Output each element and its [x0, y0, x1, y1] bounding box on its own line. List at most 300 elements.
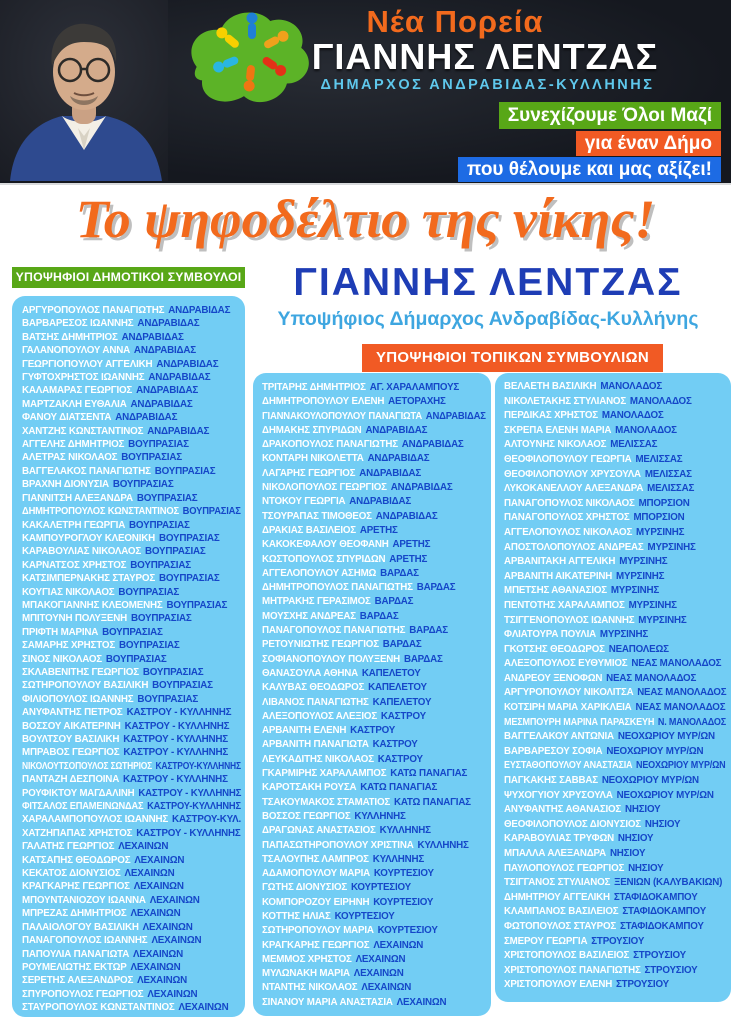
candidate-name: ΜΠΙΤΟΥΝΗ ΠΟΛΥΞΕΝΗ	[22, 613, 128, 625]
candidate-row	[262, 767, 486, 781]
candidate-area: ΑΝΔΡΑΒΙΔΑΣ	[147, 425, 210, 437]
candidate-row	[262, 839, 486, 853]
candidate-name: ΘΕΟΦΙΛΟΠΟΥΛΟΣ ΔΙΟΝΥΣΙΟΣ	[504, 818, 641, 830]
candidate-area: ΑΡΕΤΗΣ	[389, 553, 428, 565]
candidate-name: ΦΙΤΣΑΛΟΣ ΕΠΑΜΕΙΝΩΝΔΑΣ	[22, 801, 144, 813]
candidate-row	[22, 599, 241, 612]
candidate-name: ΠΑΝΤΑΖΗ ΔΕΣΠΟΙΝΑ	[22, 774, 120, 786]
candidate-row	[22, 398, 241, 411]
candidate-area: ΑΝΔΡΑΒΙΔΑΣ	[130, 398, 193, 410]
candidate-area: ΝΗΣΙΟΥ	[609, 848, 646, 859]
candidate-row	[22, 371, 241, 384]
candidate-name: ΠΑΥΛΟΠΟΥΛΟΣ ΓΕΩΡΓΙΟΣ	[504, 862, 625, 874]
candidate-area: ΜΥΡΣΙΝΗΣ	[619, 556, 668, 568]
candidate-row	[262, 452, 486, 466]
candidate-name: ΛΥΚΟΚΑΝΕΛΛΟΥ ΑΛΕΞΑΝΔΡΑ	[504, 483, 644, 495]
candidate-area: ΜΑΝΟΛΑΔΟΣ	[600, 381, 663, 392]
candidate-name: ΣΟΦΙΑΝΟΠΟΥΛΟΥ ΠΟΛΥΞΕΝΗ	[262, 653, 401, 665]
local-candidates-column-2	[495, 373, 731, 1002]
candidate-row	[22, 344, 241, 357]
candidate-row	[262, 939, 486, 953]
candidate-area: ΜΥΡΣΙΝΗΣ	[647, 541, 696, 553]
candidate-area: ΒΑΡΔΑΣ	[382, 639, 422, 651]
candidate-name: ΒΑΓΓΕΛΑΚΟΣ ΠΑΝΑΓΙΩΤΗΣ	[22, 465, 151, 477]
candidate-row	[22, 411, 241, 424]
candidate-name: ΤΣΙΓΓΑΝΟΣ ΣΤΥΛΙΑΝΟΣ	[504, 877, 611, 889]
candidate-area: ΚΑΠΕΛΕΤΟΥ	[361, 667, 421, 679]
candidate-row	[22, 532, 241, 545]
candidate-row	[22, 760, 241, 773]
candidate-photo	[0, 0, 168, 181]
candidate-name: ΓΙΑΝΝΑΚΟΥΛΟΠΟΥΛΟΥ ΠΑΝΑΓΙΩΤΑ	[262, 410, 423, 422]
candidate-row	[504, 628, 726, 643]
candidate-name: ΔΗΜΗΤΡΟΠΟΥΛΟΣ ΠΑΝΑΓΙΩΤΗΣ	[262, 582, 413, 594]
candidate-area: ΑΝΔΡΑΒΙΔΑΣ	[121, 331, 184, 343]
candidate-area: ΣΤΡΟΥΣΙΟΥ	[591, 935, 645, 947]
candidate-name: ΠΕΡΔΙΚΑΣ ΧΡΗΣΤΟΣ	[504, 410, 598, 422]
header-banner	[0, 0, 731, 185]
candidate-row	[262, 624, 486, 638]
candidate-row	[262, 495, 486, 509]
candidate-name: ΚΟΤΤΗΣ ΗΛΙΑΣ	[262, 910, 331, 922]
candidate-name: ΨΥΧΟΓΥΙΟΥ ΧΡΥΣΟΥΛΑ	[504, 789, 613, 801]
candidate-row	[262, 595, 486, 609]
candidate-area: ΛΕΧΑΙΝΩΝ	[396, 996, 447, 1008]
candidate-name: ΑΓΓΕΛΟΠΟΥΛΟΥ ΑΣΗΜΩ	[262, 567, 377, 579]
candidate-row	[22, 720, 241, 733]
candidate-area: ΒΑΡΔΑΣ	[359, 610, 399, 622]
candidate-row	[22, 867, 241, 880]
candidate-row	[504, 497, 726, 512]
candidate-name: ΣΜΕΡΟΥ ΓΕΩΡΓΙΑ	[504, 935, 588, 947]
candidate-area: ΛΕΧΑΙΝΩΝ	[361, 982, 412, 994]
candidate-area: ΑΝΔΡΑΒΙΔΑΣ	[168, 305, 231, 316]
candidate-row	[504, 424, 726, 439]
candidate-row	[22, 653, 241, 666]
candidate-name: ΜΑΡΤΖΑΚΛΗ ΕΥΘΑΛΙΑ	[22, 398, 127, 410]
candidate-area: ΚΑΤΩ ΠΑΝΑΓΙΑΣ	[390, 768, 468, 780]
candidate-area: ΚΟΥΡΤΕΣΙΟΥ	[350, 882, 411, 894]
candidate-row	[504, 862, 726, 877]
candidate-area: ΑΝΔΡΑΒΙΔΑΣ	[148, 372, 211, 384]
candidate-area: ΚΥΛΛΗΝΗΣ	[379, 825, 431, 837]
candidate-row	[22, 840, 241, 853]
candidate-area: ΒΟΥΠΡΑΣΙΑΣ	[118, 586, 180, 598]
candidate-area: ΝΗΣΙΟΥ	[644, 818, 681, 830]
candidate-area: ΝΗΣΙΟΥ	[628, 862, 664, 874]
candidate-name: ΝΤΟΚΟΥ ΓΕΩΡΓΙΑ	[262, 496, 346, 508]
candidate-row	[504, 905, 726, 920]
candidate-name: ΑΓΓΕΛΟΠΟΥΛΟΣ ΝΙΚΟΛΑΟΣ	[504, 526, 633, 538]
candidate-name: ΔΡΑΓΩΝΑΣ ΑΝΑΣΤΑΣΙΟΣ	[262, 825, 376, 837]
candidate-row	[22, 773, 241, 786]
candidate-area: ΚΑΣΤΡΟΥ - ΚΥΛΛΗΝΗΣ	[124, 720, 230, 732]
candidate-name: ΤΣΑΛΟΥΠΗΣ ΛΑΜΠΡΟΣ	[262, 853, 369, 865]
candidate-row	[504, 395, 726, 410]
candidate-area: ΚΑΣΤΡΟΥ-ΚΥΛΛΗΝΗΣ	[147, 801, 241, 813]
candidate-name: ΑΛΤΟΥΝΗΣ ΝΙΚΟΛΑΟΣ	[504, 439, 607, 451]
candidate-row	[504, 949, 726, 964]
candidate-name: ΔΗΜΑΚΗΣ ΣΠΥΡΙΔΩΝ	[262, 424, 362, 436]
candidate-area: ΜΥΡΣΙΝΗΣ	[628, 599, 677, 611]
candidate-name: ΤΣΟΥΡΑΠΑΣ ΤΙΜΟΘΕΟΣ	[262, 510, 372, 522]
candidate-row	[262, 867, 486, 881]
candidate-name: ΠΑΝΑΓΟΠΟΥΛΟΣ ΝΙΚΟΛΑΟΣ	[504, 497, 635, 509]
candidate-area: ΚΟΥΡΤΕΣΙΟΥ	[334, 910, 395, 922]
candidate-area: ΑΝΔΡΑΒΙΔΑΣ	[390, 482, 453, 494]
candidate-row	[262, 967, 486, 981]
candidate-name: ΚΟΝΤΑΡΗ ΝΙΚΟΛΕΤΤΑ	[262, 453, 364, 465]
candidate-area: ΛΕΧΑΙΝΩΝ	[118, 841, 169, 853]
candidate-row	[22, 787, 242, 800]
candidate-row	[504, 541, 726, 556]
candidate-row	[262, 395, 486, 409]
candidate-row	[262, 638, 486, 652]
candidate-row	[22, 425, 241, 438]
candidate-row	[22, 921, 241, 934]
candidate-row	[262, 853, 486, 867]
candidate-area: ΑΝΔΡΑΒΙΔΑΣ	[401, 439, 464, 451]
candidate-row	[262, 910, 486, 924]
candidate-name: ΒΑΡΒΑΡΕΣΟΥ ΣΟΦΙΑ	[504, 745, 603, 757]
candidate-area: ΒΟΥΠΡΑΣΙΑΣ	[130, 559, 191, 571]
page-title: Το ψηφοδέλτιο της νίκης!	[75, 189, 656, 249]
candidate-row	[262, 710, 486, 724]
candidate-area: ΝΗΣΙΟΥ	[617, 833, 654, 845]
candidate-row	[504, 716, 727, 731]
candidate-row	[262, 381, 486, 395]
candidate-area: ΑΝΔΡΑΒΙΔΑΣ	[359, 467, 422, 479]
candidate-area: Ν. ΜΑΝΟΛΑΔΟΣ	[657, 716, 727, 728]
candidate-area: ΑΝΔΡΑΒΙΔΑΣ	[136, 385, 199, 397]
candidate-row	[262, 810, 486, 824]
candidate-row	[504, 511, 726, 526]
candidate-name: ΒΟΣΣΟΣ ΓΕΩΡΓΙΟΣ	[262, 810, 351, 822]
candidate-name: ΚΑΡΑΒΟΥΛΙΑΣ ΤΡΥΦΩΝ	[504, 833, 614, 845]
candidate-name: ΕΥΣΤΑΘΟΠΟΥΛΟΥ ΑΝΑΣΤΑΣΙΑ	[504, 760, 633, 772]
candidate-name: ΚΡΑΓΚΑΡΗΣ ΓΕΩΡΓΙΟΣ	[22, 881, 130, 893]
candidate-area: ΚΑΣΤΡΟΥ - ΚΥΛΛΗΝΗΣ	[136, 827, 241, 839]
candidate-name: ΚΕΚΑΤΟΣ ΔΙΟΝΥΣΙΟΣ	[22, 868, 121, 880]
candidate-area: ΒΟΥΠΡΑΣΙΑΣ	[154, 465, 216, 477]
candidate-name: ΑΛΕΞΟΠΟΥΛΟΣ ΕΥΘΥΜΙΟΣ	[504, 658, 628, 670]
candidate-area: ΛΕΧΑΙΝΩΝ	[373, 939, 424, 951]
candidate-row	[22, 451, 241, 464]
candidate-row	[22, 894, 241, 907]
candidate-name: ΧΑΡΑΛΑΜΠΟΠΟΥΛΟΣ ΙΩΑΝΝΗΣ	[22, 814, 169, 826]
candidate-area: ΜΑΝΟΛΑΔΟΣ	[601, 410, 664, 422]
candidate-area: ΒΟΥΠΡΑΣΙΑΣ	[182, 506, 241, 518]
candidate-area: ΜΕΛΙΣΣΑΣ	[644, 468, 692, 480]
candidate-name: ΣΙΝΑΝΟΥ ΜΑΡΙΑ ΑΝΑΣΤΑΣΙΑ	[262, 996, 393, 1008]
candidate-row	[504, 599, 726, 614]
candidate-name: ΑΡΓΥΡΟΠΟΥΛΟΣ ΠΑΝΑΓΙΩΤΗΣ	[22, 305, 165, 316]
candidate-row	[504, 920, 726, 935]
candidate-row	[504, 584, 726, 599]
candidate-name: ΧΡΙΣΤΟΠΟΥΛΟΥ ΕΛΕΝΗ	[504, 979, 613, 991]
candidate-name: ΑΡΒΑΝΙΤΗ ΑΙΚΑΤΕΡΙΝΗ	[504, 570, 613, 582]
candidate-name: ΔΡΑΚΙΑΣ ΒΑΣΙΛΕΙΟΣ	[262, 524, 356, 536]
candidate-name: ΚΑΡΑΒΟΥΛΙΑΣ ΝΙΚΟΛΑΟΣ	[22, 546, 142, 558]
candidate-row	[22, 465, 241, 478]
candidate-name: ΑΡΒΑΝΙΤΑΚΗ ΑΓΓΕΛΙΚΗ	[504, 556, 616, 568]
candidate-row	[22, 679, 241, 692]
candidate-row	[504, 526, 726, 541]
candidate-area: ΛΕΧΑΙΝΩΝ	[151, 935, 202, 947]
candidate-name: ΑΛΕΞΟΠΟΥΛΟΣ ΑΛΕΞΙΟΣ	[262, 710, 378, 722]
candidate-name: ΜΗΤΡΑΚΗΣ ΓΕΡΑΣΙΜΟΣ	[262, 596, 371, 608]
candidate-row	[262, 567, 486, 581]
candidate-row	[504, 876, 726, 891]
candidate-name: ΜΥΛΩΝΑΚΗ ΜΑΡΙΑ	[262, 968, 350, 980]
candidate-area: ΒΑΡΔΑΣ	[403, 653, 443, 665]
candidate-row	[504, 832, 726, 847]
candidate-row	[22, 505, 241, 518]
candidate-area: ΣΤΑΦΙΔΟΚΑΜΠΟΥ	[619, 920, 704, 932]
candidate-area: ΚΑΣΤΡΟΥ	[377, 753, 423, 765]
candidate-name: ΜΠΕΤΣΗΣ ΑΘΑΝΑΣΙΟΣ	[504, 585, 607, 597]
candidate-name: ΠΑΛΑΙΟΛΟΓΟΥ ΒΑΣΙΛΙΚΗ	[22, 921, 139, 933]
candidate-area: ΛΕΧΑΙΝΩΝ	[149, 894, 200, 906]
local-candidates-column-1	[253, 373, 491, 1016]
candidate-area: ΚΑΤΩ ΠΑΝΑΓΙΑΣ	[393, 796, 471, 808]
candidate-area: ΒΑΡΔΑΣ	[374, 596, 414, 608]
candidate-row	[22, 304, 241, 317]
candidate-area: ΑΝΔΡΑΒΙΔΑΣ	[349, 496, 412, 508]
candidate-row	[504, 789, 726, 804]
candidate-name: ΣΤΑΥΡΟΠΟΥΛΟΣ ΚΩΝΣΤΑΝΤΙΝΟΣ	[22, 1002, 175, 1014]
candidate-area: ΒΟΥΠΡΑΣΙΑΣ	[166, 599, 228, 611]
candidate-name: ΒΑΤΣΗΣ ΔΗΜΗΤΡΙΟΣ	[22, 331, 118, 343]
candidate-name: ΚΡΑΓΚΑΡΗΣ ΓΕΩΡΓΙΟΣ	[262, 939, 370, 951]
candidate-name: ΠΑΝΑΓΟΠΟΥΛΟΣ ΧΡΗΣΤΟΣ	[504, 512, 630, 524]
candidate-row	[22, 358, 241, 371]
candidate-row	[504, 701, 726, 716]
candidate-name: ΝΙΚΟΛΟΠΟΥΛΟΣ ΓΕΩΡΓΙΟΣ	[262, 482, 387, 494]
candidate-area: ΚΥΛΛΗΝΗΣ	[372, 853, 424, 865]
candidate-row	[262, 696, 486, 710]
candidate-name: ΚΟΤΣΙΡΗ ΜΑΡΙΑ ΧΑΡΙΚΛΕΙΑ	[504, 702, 632, 714]
candidate-area: ΑΝΔΡΑΒΙΔΑΣ	[425, 410, 486, 422]
candidate-name: ΔΗΜΗΤΡΟΠΟΥΛΟΥ ΕΛΕΝΗ	[262, 396, 385, 408]
candidate-area: ΣΤΑΦΙΔΟΚΑΜΠΟΥ	[622, 906, 707, 918]
candidate-row	[504, 891, 726, 906]
candidate-name: ΑΡΒΑΝΙΤΗ ΕΛΕΝΗ	[262, 725, 347, 737]
candidate-row	[262, 538, 486, 552]
candidate-name: ΣΙΝΟΣ ΝΙΚΟΛΑΟΣ	[22, 653, 102, 665]
candidate-name: ΓΑΛΑΤΗΣ ΓΕΩΡΓΙΟΣ	[22, 841, 115, 853]
candidate-name: ΒΑΡΒΑΡΕΣΟΣ ΙΩΑΝΝΗΣ	[22, 318, 134, 330]
candidate-area: ΛΕΧΑΙΝΩΝ	[133, 948, 183, 960]
candidate-area: ΑΕΤΟΡΑΧΗΣ	[388, 396, 446, 408]
candidate-name: ΜΠΟΥΝΤΑΝΙΟΖΟΥ ΙΩΑΝΝΑ	[22, 894, 146, 906]
candidate-name: ΑΝΔΡΕΟΥ ΞΕΝΟΦΩΝ	[504, 672, 603, 684]
candidate-area: ΒΟΥΠΡΑΣΙΑΣ	[136, 492, 198, 504]
candidate-row	[22, 988, 241, 1001]
candidate-name: ΒΡΑΧΝΗ ΔΙΟΝΥΣΙΑ	[22, 479, 109, 491]
candidate-name: ΑΡΓΥΡΟΠΟΥΛΟΥ ΝΙΚΟΛΙΤΣΑ	[504, 687, 634, 699]
candidate-row	[22, 733, 241, 746]
candidate-row	[262, 510, 486, 524]
candidate-name: ΤΣΑΚΟΥΜΑΚΟΣ ΣΤΑΜΑΤΙΟΣ	[262, 796, 391, 808]
candidate-row	[22, 384, 241, 397]
candidate-name: ΔΗΜΗΤΡΟΠΟΥΛΟΣ ΚΩΝΣΤΑΝΤΙΝΟΣ	[22, 506, 179, 518]
candidate-area: ΚΑΣΤΡΟΥ - ΚΥΛΛΗΝΗΣ	[123, 774, 228, 786]
candidate-area: ΛΕΧΑΙΝΩΝ	[353, 968, 404, 980]
candidate-row	[262, 681, 486, 695]
candidate-area: ΝΕΑΣ ΜΑΝΟΛΑΔΟΣ	[637, 687, 727, 699]
candidate-row	[22, 572, 241, 585]
candidate-area: ΒΑΡΔΑΣ	[380, 567, 419, 579]
candidate-name: ΧΡΙΣΤΟΠΟΥΛΟΣ ΒΑΣΙΛΕΙΟΣ	[504, 950, 630, 962]
candidate-area: ΝΕΟΧΩΡΙΟΥ ΜΥΡ/ΩΝ	[606, 745, 704, 757]
candidate-row	[262, 924, 486, 938]
candidate-row	[504, 978, 726, 993]
candidate-area: ΜΑΝΟΛΑΔΟΣ	[615, 424, 677, 436]
candidate-area: ΝΕΟΧΩΡΙΟΥ ΜΥΡ/ΩΝ	[601, 775, 699, 787]
candidate-area: ΛΕΧΑΙΝΩΝ	[134, 854, 185, 866]
candidate-row	[22, 961, 241, 974]
candidate-row	[22, 693, 241, 706]
candidate-row	[22, 559, 241, 572]
candidate-row	[22, 907, 241, 920]
candidate-area: ΛΕΧΑΙΝΩΝ	[124, 868, 175, 880]
candidate-row	[262, 581, 486, 595]
candidate-name: ΚΑΛΥΒΑΣ ΘΕΟΔΩΡΟΣ	[262, 682, 365, 694]
candidate-area: ΛΕΧΑΙΝΩΝ	[137, 975, 188, 987]
candidate-row	[504, 657, 726, 672]
candidate-area: ΑΡΕΤΗΣ	[392, 539, 431, 551]
municipal-candidates-column	[12, 296, 245, 1017]
candidate-name: ΠΑΓΚΑΚΗΣ ΣΑΒΒΑΣ	[504, 775, 598, 787]
candidate-row	[262, 610, 486, 624]
movement-name: Νέα Πορεία	[366, 4, 544, 39]
candidate-area: ΒΟΥΠΡΑΣΙΑΣ	[121, 452, 182, 464]
candidate-area: ΝΕΑΣ ΜΑΝΟΛΑΔΟΣ	[631, 658, 722, 670]
candidate-row	[504, 847, 726, 862]
candidate-area: ΑΝΔΡΑΒΙΔΑΣ	[156, 358, 219, 370]
candidate-name: ΚΟΜΠΟΡΟΖΟΥ ΕΙΡΗΝΗ	[262, 896, 370, 908]
candidate-area: ΝΕΑΣ ΜΑΝΟΛΑΔΟΣ	[635, 702, 726, 714]
candidate-portrait-illustration	[0, 0, 168, 181]
candidate-name: ΑΛΕΤΡΑΣ ΝΙΚΟΛΑΟΣ	[22, 452, 118, 464]
candidate-row	[22, 612, 241, 625]
candidate-row	[262, 824, 486, 838]
candidate-name: ΣΠΥΡΟΠΟΥΛΟΣ ΓΕΩΡΓΙΟΣ	[22, 988, 144, 1000]
candidate-row	[22, 666, 241, 679]
candidate-name: ΚΛΑΜΠΑΝΟΣ ΒΑΣΙΛΕΙΟΣ	[504, 906, 619, 918]
candidate-name: ΚΑΚΟΚΕΦΑΛΟΥ ΘΕΟΦΑΝΗ	[262, 539, 389, 551]
candidate-name: ΛΕΥΚΑΔΙΤΗΣ ΝΙΚΟΛΑΟΣ	[262, 753, 374, 765]
candidate-name: ΠΑΝΑΓΟΠΟΥΛΟΣ ΠΑΝΑΓΙΩΤΗΣ	[262, 625, 406, 637]
candidate-name: ΝΤΑΝΤΗΣ ΝΙΚΟΛΑΟΣ	[262, 982, 358, 994]
candidate-area: ΑΝΔΡΑΒΙΔΑΣ	[115, 412, 178, 424]
candidate-row	[504, 935, 726, 950]
candidate-area: ΑΝΔΡΑΒΙΔΑΣ	[375, 510, 438, 522]
candidate-name: ΧΑΝΤΖΗΣ ΚΩΝΣΤΑΝΤΙΝΟΣ	[22, 425, 144, 437]
candidate-row	[262, 553, 486, 567]
candidate-name: ΚΑΡΟΤΣΑΚΗ ΡΟΥΣΑ	[262, 782, 357, 794]
candidate-area: ΒΟΥΠΡΑΣΙΑΣ	[102, 626, 163, 638]
candidate-area: ΛΕΧΑΙΝΩΝ	[178, 1002, 229, 1014]
candidate-name: ΚΟΥΓΙΑΣ ΝΙΚΟΛΑΟΣ	[22, 586, 115, 598]
candidate-name: ΜΠΡΑΒΟΣ ΓΕΩΡΓΙΟΣ	[22, 747, 120, 759]
candidate-name: ΜΠΡΕΖΑΣ ΔΗΜΗΤΡΙΟΣ	[22, 908, 127, 920]
candidate-area: ΒΟΥΠΡΑΣΙΑΣ	[129, 519, 190, 531]
candidate-area: ΜΕΛΙΣΣΑΣ	[647, 483, 695, 495]
candidate-area: ΒΟΥΠΡΑΣΙΑΣ	[105, 653, 167, 665]
candidate-row	[504, 482, 726, 497]
candidate-row	[262, 667, 486, 681]
slogan-line-3: που θέλουμε και μας αξίζει!	[458, 157, 721, 182]
candidate-row	[262, 981, 486, 995]
candidate-area: ΚΑΣΤΡΟΥ - ΚΥΛΛΗΝΗΣ	[123, 734, 229, 745]
candidate-row	[504, 468, 726, 483]
candidate-name: ΚΑΤΣΑΠΗΣ ΘΕΟΔΩΡΟΣ	[22, 854, 131, 866]
candidate-name: ΝΙΚΟΛΟΥΤΣΟΠΟΥΛΟΣ ΣΩΤΗΡΙΟΣ	[22, 760, 153, 772]
candidate-row	[262, 724, 486, 738]
candidate-area: ΞΕΝΙΩΝ (ΚΑΛΥΒΑΚΙΩΝ)	[614, 877, 723, 889]
candidate-row	[262, 738, 486, 752]
candidate-name: ΛΙΒΑΝΟΣ ΠΑΝΑΓΙΩΤΗΣ	[262, 696, 369, 708]
candidate-name: ΡΕΤΟΥΝΙΩΤΗΣ ΓΕΩΡΓΙΟΣ	[262, 639, 379, 651]
candidate-name: ΑΠΟΣΤΟΛΟΠΟΥΛΟΣ ΑΝΔΡΕΑΣ	[504, 541, 644, 553]
candidate-area: ΚΥΛΛΗΝΗΣ	[417, 839, 469, 851]
candidate-area: ΒΟΥΠΡΑΣΙΑΣ	[112, 479, 174, 491]
candidate-name: ΑΝΥΦΑΝΤΗΣ ΠΕΤΡΟΣ	[22, 707, 123, 719]
candidate-name: ΜΠΑΛΛΑ ΑΛΕΞΑΝΔΡΑ	[504, 848, 607, 859]
candidate-name: ΠΑΠΑΣΩΤΗΡΟΠΟΥΛΟΥ ΧΡΙΣΤΙΝΑ	[262, 839, 414, 851]
candidate-area: ΜΕΛΙΣΣΑΣ	[610, 439, 658, 451]
candidate-name: ΠΑΠΟΥΛΙΑ ΠΑΝΑΓΙΩΤΑ	[22, 948, 130, 960]
candidate-area: ΛΕΧΑΙΝΩΝ	[133, 881, 184, 893]
candidate-area: ΝΕΟΧΩΡΙΟΥ ΜΥΡ/ΩΝ	[617, 731, 715, 743]
candidate-name: ΠΡΙΦΤΗ ΜΑΡΙΝΑ	[22, 626, 99, 638]
candidate-row	[262, 481, 486, 495]
candidate-row	[262, 438, 486, 452]
candidate-name: ΧΑΤΖΗΠΑΠΑΣ ΧΡΗΣΤΟΣ	[22, 827, 133, 839]
candidate-area: ΜΥΡΣΙΝΗΣ	[599, 629, 649, 641]
candidate-name: ΧΡΙΣΤΟΠΟΥΛΟΣ ΠΑΝΑΓΙΩΤΗΣ	[504, 964, 641, 976]
candidate-row	[262, 953, 486, 967]
candidate-name: ΡΟΥΦΙΚΤΟΥ ΜΑΓΔΑΛΙΝΗ	[22, 787, 135, 799]
candidate-area: ΑΝΔΡΑΒΙΔΑΣ	[133, 345, 196, 357]
mayor-candidate-name: ΓΙΑΝΝΗΣ ΛΕΝΤΖΑΣ	[293, 261, 683, 304]
candidate-name: ΔΗΜΗΤΡΙΟΥ ΑΓΓΕΛΙΚΗ	[504, 891, 610, 903]
candidate-area: ΝΕΑΠΟΛΕΩΣ	[608, 643, 669, 655]
candidate-name: ΜΕΜΜΟΣ ΧΡΗΣΤΟΣ	[262, 953, 352, 965]
candidate-area: ΒΟΥΠΡΑΣΙΑΣ	[128, 439, 189, 451]
candidate-row	[22, 934, 241, 947]
candidate-area: ΚΑΤΩ ΠΑΝΑΓΙΑΣ	[360, 782, 438, 794]
candidate-area: ΒΟΥΠΡΑΣΙΑΣ	[144, 546, 206, 558]
candidate-name: ΦΩΤΟΠΟΥΛΟΣ ΣΤΑΥΡΟΣ	[504, 920, 617, 932]
candidate-area: ΜΕΛΙΣΣΑΣ	[635, 453, 683, 465]
candidate-name: ΣΕΡΕΤΗΣ ΑΛΕΞΑΝΔΡΟΣ	[22, 975, 134, 987]
candidate-area: ΣΤΡΟΥΣΙΟΥ	[633, 950, 687, 962]
candidate-row	[22, 492, 241, 505]
candidate-name: ΘΕΟΦΙΛΟΠΟΥΛΟΥ ΓΕΩΡΓΙΑ	[504, 453, 632, 465]
candidate-area: ΛΕΧΑΙΝΩΝ	[147, 988, 198, 1000]
candidate-area: ΚΑΠΕΛΕΤΟΥ	[372, 696, 432, 708]
candidate-area: ΚΟΥΡΤΕΣΙΟΥ	[373, 896, 434, 908]
candidate-area: ΚΑΣΤΡΟΥ-ΚΥΛΛΗΝΗΣ	[155, 760, 241, 772]
candidate-name: ΑΡΒΑΝΙΤΗ ΠΑΝΑΓΙΩΤΑ	[262, 739, 369, 751]
candidate-area: ΜΥΡΣΙΝΗΣ	[636, 526, 685, 538]
candidate-area: ΚΑΣΤΡΟΥ	[350, 725, 396, 737]
local-candidates-label: ΥΠΟΨΗΦΙΟΙ ΤΟΠΙΚΩΝ ΣΥΜΒΟΥΛΙΩΝ	[362, 344, 663, 372]
candidate-name: ΚΑΛΑΜΑΡΑΣ ΓΕΩΡΓΙΟΣ	[22, 385, 133, 397]
